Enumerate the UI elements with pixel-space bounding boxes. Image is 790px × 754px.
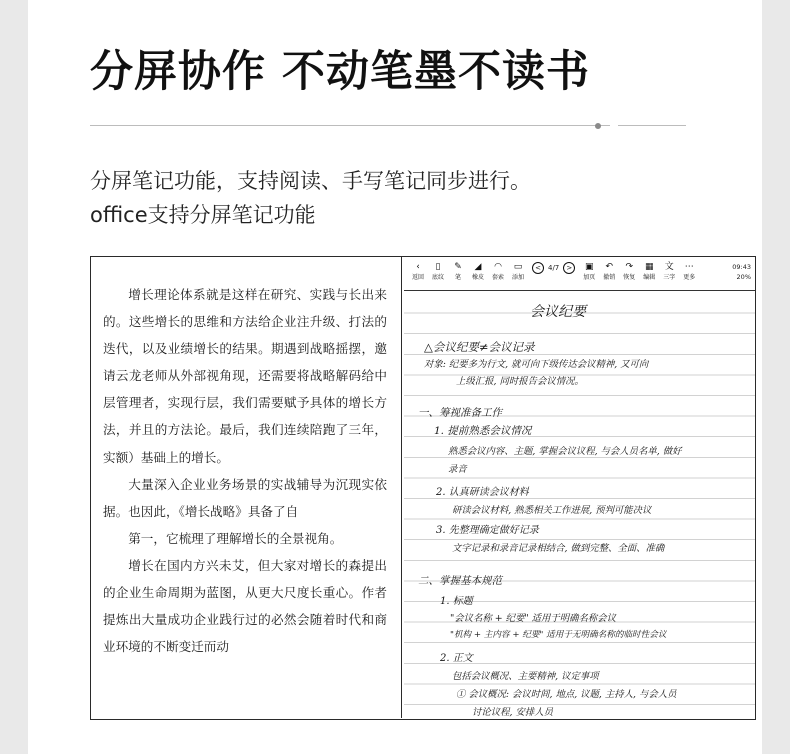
note-line: 讨论议程, 安排人员: [472, 707, 553, 718]
note-line: 2. 认真研读会议材料: [436, 487, 529, 498]
pen-button[interactable]: ✎ 笔: [454, 262, 462, 281]
edit-button[interactable]: ▦ 编辑: [643, 262, 656, 281]
promo-card: [28, 0, 762, 754]
redo-button[interactable]: ↷ 恢复: [623, 262, 636, 281]
page-indicator: 4/7: [548, 264, 560, 272]
note-line: 录音: [448, 464, 467, 475]
add-page-icon: ▣: [585, 262, 594, 272]
redo-icon: ↷: [625, 262, 634, 272]
add-button[interactable]: ▭ 添加: [511, 262, 524, 281]
note-line: 1. 标题: [440, 596, 473, 607]
note-line: 2. 正文: [440, 653, 473, 664]
subtitle-line-2: office支持分屏笔记功能: [90, 203, 316, 227]
note-line: △会议纪要≠会议记录: [424, 340, 535, 354]
more-button[interactable]: ⋯ 更多: [683, 262, 696, 281]
divider-dot: [595, 123, 601, 129]
note-line: 对象: 纪要多为行文, 就可向下级传达会议精神, 又可向: [424, 359, 649, 370]
reader-pane[interactable]: [91, 257, 402, 718]
text-button[interactable]: 文 三字: [663, 262, 676, 281]
note-line: 包括会议概况、主要精神, 议定事项: [452, 671, 599, 682]
note-line: 上级汇报, 同时报告会议情况。: [456, 376, 584, 387]
note-line: 1. 提前熟悉会议情况: [434, 425, 532, 437]
text-icon: 文: [664, 262, 674, 272]
reader-paragraph: 大量深入企业业务场景的实战辅导为沉现实依据。也因此，《增长战略》具备了自: [103, 476, 387, 519]
eraser-button[interactable]: ◢ 橡皮: [471, 262, 484, 281]
undo-icon: ↶: [605, 262, 614, 272]
reader-paragraph: 第一，它梳理了理解增长的全景视角。: [128, 530, 343, 546]
note-line: "会议名称 + 纪要" 适用于明确名称会议: [450, 613, 617, 624]
subtitle-line-1: 分屏笔记功能，支持阅读、手写笔记同步进行。: [90, 169, 531, 193]
note-line: 二、掌握基本规范: [418, 575, 502, 587]
add-icon: ▭: [513, 262, 523, 272]
note-title: 会议纪要: [530, 304, 586, 320]
battery-level: 20%: [736, 273, 751, 281]
note-line: 研读会议材料, 熟悉相关工作进展, 预判可能决议: [452, 505, 652, 516]
lasso-button[interactable]: ◠ 套索: [491, 262, 504, 281]
page-navigator: [532, 262, 575, 274]
background-button[interactable]: ▯ 底纹: [431, 262, 444, 281]
divider-line-right: [618, 125, 686, 126]
clock: 09:43: [732, 263, 751, 271]
reader-paragraph: 增长理论体系就是这样在研究、实践与长出来的。这些增长的思维和方法给企业注升级、打法的迭代，以及业绩增长的结果。期遇到战略摇摆，邀请云龙老师从外部视角现，还需要将战略解码给中层管理者，实现行层，我们需要赋予具体的增长方法，并且的方法论。最后，我们连续陪跑了三年，实额）基础上的增长。: [103, 287, 387, 465]
next-page-icon[interactable]: >: [563, 262, 575, 274]
divider-line: [90, 125, 610, 126]
back-icon: ‹: [416, 262, 420, 272]
reader-paragraph: 增长在国内方兴未艾，但大家对增长的森提出的企业生命周期为蓝图，从更大尺度长重心。作者提炼出大量成功企业践行过的必然会随着时代和商业环境的不断变迁而动: [103, 557, 387, 655]
notes-toolbar: [404, 257, 755, 291]
pen-icon: ✎: [454, 262, 462, 272]
ruled-notebook-page[interactable]: [404, 293, 755, 718]
add-page-button[interactable]: ▣ 加页: [583, 262, 596, 281]
more-icon: ⋯: [684, 262, 694, 272]
lasso-icon: ◠: [494, 262, 502, 272]
note-line: 文字记录和录音记录相结合, 做到完整、全面、准确: [452, 543, 665, 554]
status-area: [732, 262, 751, 282]
eraser-icon: ◢: [474, 262, 482, 272]
note-line: 熟悉会议内容、主题, 掌握会议议程, 与会人员名单, 做好: [448, 446, 682, 457]
note-line: ① 会议概况: 会议时间, 地点, 议题, 主持人, 与会人员: [456, 689, 677, 700]
note-line: 一、筹视准备工作: [418, 407, 502, 419]
prev-page-icon[interactable]: <: [532, 262, 544, 274]
back-button[interactable]: ‹ 返回: [411, 262, 424, 281]
device-screen: [90, 256, 756, 720]
edit-icon: ▦: [645, 262, 654, 272]
headline: 分屏协作 不动笔墨不读书: [90, 47, 590, 97]
note-line: 3. 先整理确定做好记录: [436, 525, 539, 536]
background-icon: ▯: [435, 262, 441, 272]
notes-pane[interactable]: [404, 257, 755, 718]
note-line: "机构 + 主内容 + 纪要" 适用于无明确名称的临时性会议: [450, 630, 667, 640]
undo-button[interactable]: ↶ 撤销: [603, 262, 616, 281]
